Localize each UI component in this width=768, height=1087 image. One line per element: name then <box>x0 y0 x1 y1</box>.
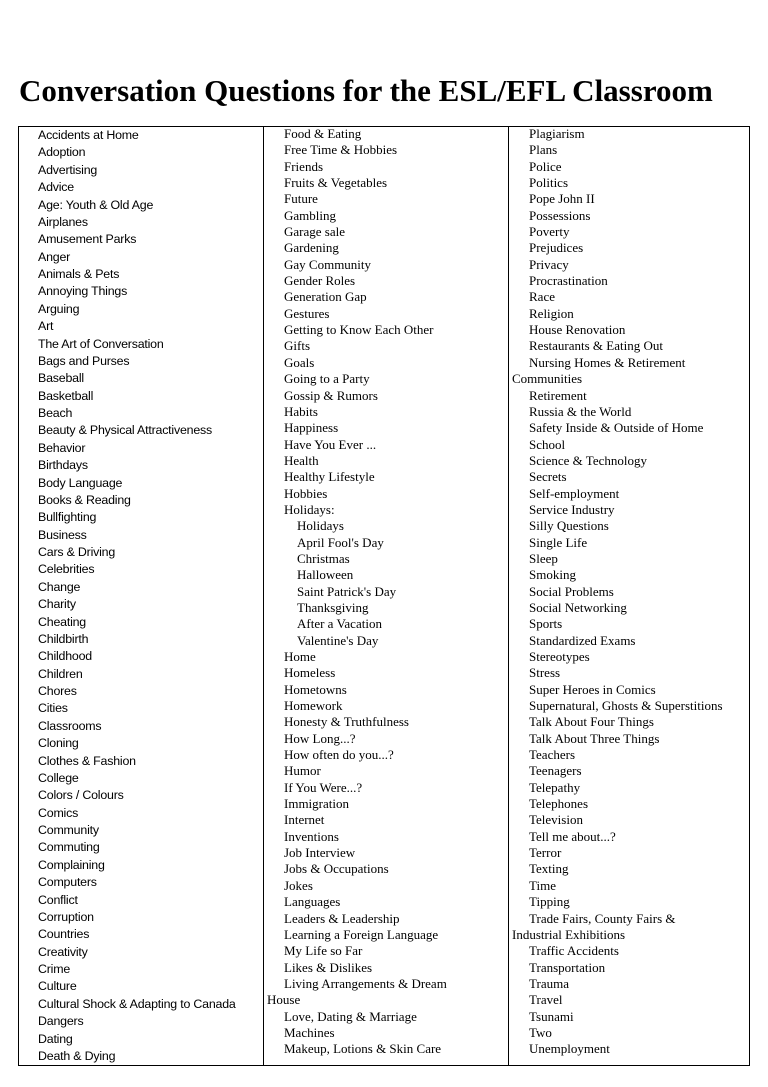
topic-item: Halloween <box>297 567 354 583</box>
topic-item: Childbirth <box>38 631 89 646</box>
topic-item: Culture <box>38 979 77 994</box>
topic-item: Garage sale <box>284 224 345 240</box>
topic-item: Humor <box>284 763 321 779</box>
topic-item: Talk About Three Things <box>529 730 660 746</box>
topic-item: Homeless <box>284 665 336 681</box>
topic-item: Two <box>529 1024 552 1040</box>
topic-item: Books & Reading <box>38 492 131 507</box>
topic-item: How Long...? <box>284 730 356 746</box>
topic-item: Supernatural, Ghosts & Superstitions <box>529 698 723 714</box>
topic-item: Stereotypes <box>529 649 590 664</box>
topic-item: Trade Fairs, County Fairs & <box>529 910 676 926</box>
topic-item: Gossip & Rumors <box>284 387 378 403</box>
topic-item: Single Life <box>529 534 588 550</box>
topic-item: Classrooms <box>38 718 102 733</box>
topic-item: Procrastination <box>529 273 608 289</box>
topic-item: Food & Eating <box>284 126 362 141</box>
topic-item: Dating <box>38 1031 73 1046</box>
topic-item: Health <box>284 452 319 468</box>
topic-item: Retirement <box>529 387 587 403</box>
topic-item: Business <box>38 527 87 542</box>
topic-item: April Fool's Day <box>297 534 384 550</box>
topic-item: Poverty <box>529 224 570 240</box>
topic-item: Tipping <box>529 894 570 910</box>
topic-item: Christmas <box>297 550 350 566</box>
topic-item: Comics <box>38 805 79 820</box>
topic-item: Home <box>284 649 316 664</box>
topic-item: Tell me about...? <box>529 828 616 844</box>
topic-item: Celebrities <box>38 562 95 577</box>
topic-item: Teachers <box>529 747 576 763</box>
topic-item: Learning a Foreign Language <box>284 926 439 942</box>
topic-item: Social Networking <box>529 599 627 615</box>
topic-item: Birthdays <box>38 458 88 473</box>
topics-column-3 <box>512 126 723 1058</box>
topic-item: Saint Patrick's Day <box>297 583 397 599</box>
topic-item: Annoying Things <box>38 284 128 299</box>
topic-item: Russia & the World <box>529 403 632 419</box>
topic-item: Secrets <box>529 469 567 485</box>
topic-item: Holidays <box>297 518 344 534</box>
topic-item: Makeup, Lotions & Skin Care <box>284 1041 442 1057</box>
topic-item: Children <box>38 666 83 681</box>
topic-item: Cars & Driving <box>38 545 116 559</box>
topic-item: Jokes <box>284 877 313 893</box>
topic-item: Terror <box>529 845 562 861</box>
topic-item: Bags and Purses <box>38 353 130 368</box>
topic-item: Sleep <box>529 550 558 566</box>
topic-item: Likes & Dislikes <box>284 959 373 975</box>
topic-item: Gambling <box>284 207 336 223</box>
column-divider <box>508 127 509 1065</box>
topic-item: Plagiarism <box>529 126 585 141</box>
topic-item: Police <box>529 158 562 174</box>
topic-item: Body Language <box>38 475 123 490</box>
topic-item: Art <box>38 319 54 334</box>
topic-item: Television <box>529 812 583 828</box>
topic-item: Hometowns <box>284 681 347 697</box>
topic-item: Fruits & Vegetables <box>284 175 388 191</box>
topic-item: How often do you...? <box>284 747 394 763</box>
topic-item: Service Industry <box>529 501 615 517</box>
topic-item: Social Problems <box>529 583 614 599</box>
topic-item: House <box>267 992 301 1008</box>
topic-item: Valentine's Day <box>297 632 379 648</box>
topic-item: Safety Inside & Outside of Home <box>529 420 704 436</box>
topic-item: Stress <box>529 665 561 681</box>
topic-item: Anger <box>38 249 71 264</box>
topic-item: Jobs & Occupations <box>284 861 389 877</box>
topic-item: Bullfighting <box>38 510 97 525</box>
topic-item: Dangers <box>38 1014 84 1029</box>
topic-item: Beauty & Physical Attractiveness <box>38 423 213 438</box>
topic-item: Future <box>284 191 318 207</box>
topic-item: Beach <box>38 406 73 420</box>
topic-item: Languages <box>284 894 341 910</box>
topic-item: Charity <box>38 597 76 612</box>
topic-item: The Art of Conversation <box>38 336 164 351</box>
topic-item: Sports <box>529 616 563 632</box>
topic-item: Behavior <box>38 440 86 455</box>
topic-item: Teenagers <box>529 763 582 779</box>
topic-item: Happiness <box>284 420 339 436</box>
topic-item: Gender Roles <box>284 273 356 289</box>
topic-item: Traffic Accidents <box>529 943 619 959</box>
topic-item: Hobbies <box>284 485 328 501</box>
topic-item: Homework <box>284 698 343 714</box>
topic-item: College <box>38 770 79 785</box>
topic-item: Arguing <box>38 301 80 316</box>
topic-item: Time <box>529 877 556 893</box>
topic-item: Transportation <box>529 959 606 975</box>
topic-item: Super Heroes in Comics <box>529 681 656 697</box>
topic-item: Inventions <box>284 828 339 844</box>
topic-item: Gestures <box>284 305 330 321</box>
topic-item: Internet <box>284 812 325 828</box>
topic-item: Machines <box>284 1024 335 1040</box>
topic-item: Leaders & Leadership <box>284 910 400 926</box>
topic-item: Community <box>38 823 99 837</box>
topic-item: Honesty & Truthfulness <box>284 714 409 730</box>
topic-item: Basketball <box>38 388 94 403</box>
topic-item: Creativity <box>38 944 88 959</box>
topic-item: Communities <box>512 371 583 387</box>
topic-item: Advertising <box>38 162 98 177</box>
topics-table <box>18 126 750 1066</box>
topic-item: Gardening <box>284 240 339 256</box>
topic-item: Commuting <box>38 840 100 855</box>
topic-item: Gay Community <box>284 256 372 272</box>
topic-item: Airplanes <box>38 214 88 229</box>
topic-item: Computers <box>38 875 97 890</box>
topic-item: Baseball <box>38 371 84 386</box>
topic-item: Nursing Homes & Retirement <box>529 354 686 370</box>
topic-item: Standardized Exams <box>529 632 636 648</box>
topic-item: Self-employment <box>529 485 620 501</box>
topic-item: Plans <box>529 142 558 158</box>
topic-item: After a Vacation <box>297 616 382 632</box>
topics-column-2 <box>267 126 447 1058</box>
topic-item: Industrial Exhibitions <box>512 926 626 942</box>
topic-item: Science & Technology <box>529 452 647 468</box>
topic-item: Telephones <box>529 796 589 812</box>
topic-item: Possessions <box>529 207 591 223</box>
topic-item: School <box>529 436 566 452</box>
topic-item: Crime <box>38 962 71 976</box>
column-divider <box>263 127 264 1065</box>
topic-item: Texting <box>529 861 569 877</box>
topic-item: Healthy Lifestyle <box>284 469 375 485</box>
topic-item: Travel <box>529 992 563 1008</box>
topic-item: House Renovation <box>529 322 626 338</box>
topic-item: Talk About Four Things <box>529 714 654 730</box>
topic-item: Job Interview <box>284 845 356 861</box>
topic-item: Restaurants & Eating Out <box>529 338 663 354</box>
topic-item: Trauma <box>529 975 569 991</box>
topic-item: Going to a Party <box>284 371 370 387</box>
topic-item: Thanksgiving <box>297 599 369 615</box>
topic-item: Accidents at Home <box>38 128 139 142</box>
topic-item: Living Arrangements & Dream <box>284 975 447 991</box>
topic-item: Gifts <box>284 338 310 354</box>
topic-item: Cities <box>38 701 68 716</box>
topic-item: Immigration <box>284 796 349 812</box>
topics-column-1 <box>38 127 236 1065</box>
topic-item: Adoption <box>38 145 86 160</box>
page-title: Conversation Questions for the ESL/EFL Classroom <box>19 73 713 108</box>
topic-item: Privacy <box>529 256 569 272</box>
topic-item: Race <box>529 289 555 305</box>
topic-item: Cloning <box>38 736 79 751</box>
topic-item: My Life so Far <box>284 943 363 959</box>
topic-item: Have You Ever ... <box>284 436 377 452</box>
topic-item: Pope John II <box>529 191 595 207</box>
topic-item: Death & Dying <box>38 1048 116 1063</box>
topic-item: Cultural Shock & Adapting to Canada <box>38 996 236 1011</box>
topic-item: Animals & Pets <box>38 267 120 281</box>
topic-item: Conflict <box>38 892 78 907</box>
topic-item: If You Were...? <box>284 779 363 795</box>
topic-item: Generation Gap <box>284 289 367 305</box>
topic-item: Clothes & Fashion <box>38 753 136 768</box>
topic-item: Holidays: <box>284 501 335 517</box>
topic-item: Religion <box>529 305 574 321</box>
topic-item: Friends <box>284 158 323 174</box>
topic-item: Unemployment <box>529 1041 610 1057</box>
topic-item: Getting to Know Each Other <box>284 322 434 338</box>
topic-item: Cheating <box>38 614 86 629</box>
topic-item: Countries <box>38 927 90 942</box>
topic-item: Silly Questions <box>529 518 609 534</box>
topic-item: Politics <box>529 175 569 191</box>
topic-item: Goals <box>284 354 315 370</box>
topic-item: Habits <box>284 403 318 419</box>
topic-item: Advice <box>38 180 74 195</box>
topic-item: Colors / Colours <box>38 788 124 803</box>
topic-item: Tsunami <box>529 1008 574 1024</box>
topic-item: Smoking <box>529 567 576 583</box>
topic-item: Chores <box>38 684 77 698</box>
topic-item: Telepathy <box>529 779 581 795</box>
topic-item: Age: Youth & Old Age <box>38 197 154 212</box>
topic-item: Prejudices <box>529 240 584 256</box>
topic-item: Complaining <box>38 857 105 872</box>
topic-item: Free Time & Hobbies <box>284 142 398 158</box>
topic-item: Change <box>38 579 81 594</box>
topic-item: Love, Dating & Marriage <box>284 1008 417 1024</box>
topic-item: Corruption <box>38 909 94 924</box>
topic-item: Childhood <box>38 649 93 664</box>
topic-item: Amusement Parks <box>38 232 137 247</box>
